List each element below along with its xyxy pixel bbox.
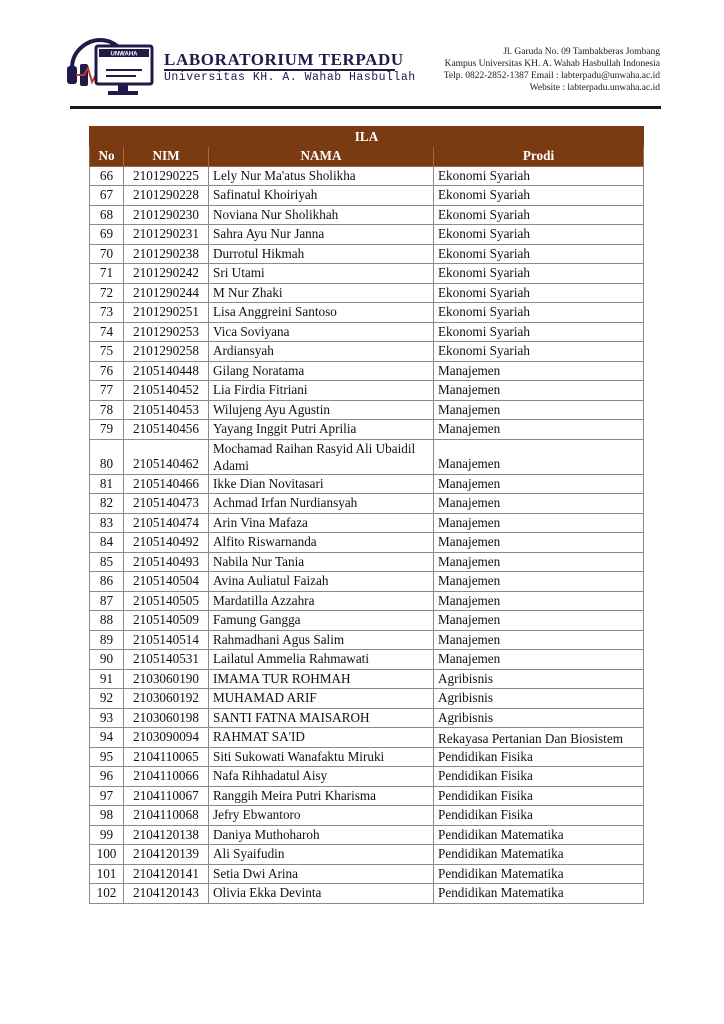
row-prodi: Ekonomi Syariah xyxy=(434,342,644,362)
table-row xyxy=(90,689,644,709)
row-no: 97 xyxy=(90,786,124,806)
table-row xyxy=(90,400,644,420)
row-prodi: Manajemen xyxy=(434,494,644,514)
table-row xyxy=(90,806,644,826)
row-nim: 2101290225 xyxy=(124,166,209,186)
row-nama: Lia Firdia Fitriani xyxy=(209,381,434,401)
table-row xyxy=(90,283,644,303)
row-nim: 2103060192 xyxy=(124,689,209,709)
row-nim: 2105140452 xyxy=(124,381,209,401)
headphones-monitor-logo-icon xyxy=(66,38,156,100)
row-prodi: Manajemen xyxy=(434,630,644,650)
row-no: 96 xyxy=(90,767,124,787)
table-row xyxy=(90,864,644,884)
row-nama: Sahra Ayu Nur Janna xyxy=(209,225,434,245)
row-prodi: Ekonomi Syariah xyxy=(434,264,644,284)
row-no: 102 xyxy=(90,884,124,904)
row-no: 66 xyxy=(90,166,124,186)
row-prodi: Manajemen xyxy=(434,420,644,440)
row-prodi: Agribisnis xyxy=(434,708,644,728)
table-row xyxy=(90,786,644,806)
table-row xyxy=(90,591,644,611)
row-prodi: Manajemen xyxy=(434,439,644,474)
row-no: 87 xyxy=(90,591,124,611)
row-no: 81 xyxy=(90,474,124,494)
row-no: 69 xyxy=(90,225,124,245)
row-nama: Mochamad Raihan Rasyid Ali Ubaidil Adami xyxy=(209,439,434,474)
column-header-prodi: Prodi xyxy=(434,147,644,167)
row-no: 67 xyxy=(90,186,124,206)
row-no: 86 xyxy=(90,572,124,592)
table-row xyxy=(90,845,644,865)
table-row xyxy=(90,611,644,631)
row-nama: Gilang Noratama xyxy=(209,361,434,381)
header-divider xyxy=(70,106,661,109)
row-no: 99 xyxy=(90,825,124,845)
row-nama: Sri Utami xyxy=(209,264,434,284)
row-prodi: Ekonomi Syariah xyxy=(434,205,644,225)
table-body xyxy=(90,166,644,903)
address-line: Website : labterpadu.unwaha.ac.id xyxy=(529,83,660,93)
table-row xyxy=(90,708,644,728)
row-nama: Alfito Riswarnanda xyxy=(209,533,434,553)
row-prodi: Agribisnis xyxy=(434,689,644,709)
row-nim: 2105140531 xyxy=(124,650,209,670)
letterhead xyxy=(0,0,724,115)
row-nama: Olivia Ekka Devinta xyxy=(209,884,434,904)
row-nim: 2105140509 xyxy=(124,611,209,631)
row-nim: 2105140474 xyxy=(124,513,209,533)
table-row xyxy=(90,650,644,670)
row-nim: 2101290244 xyxy=(124,283,209,303)
table-row xyxy=(90,264,644,284)
row-nim: 2105140453 xyxy=(124,400,209,420)
row-prodi: Manajemen xyxy=(434,591,644,611)
row-nim: 2105140466 xyxy=(124,474,209,494)
row-nama: Arin Vina Mafaza xyxy=(209,513,434,533)
table-row xyxy=(90,728,644,748)
row-nama: M Nur Zhaki xyxy=(209,283,434,303)
row-nama: Rahmadhani Agus Salim xyxy=(209,630,434,650)
row-prodi: Ekonomi Syariah xyxy=(434,322,644,342)
column-header-no: No xyxy=(90,147,124,167)
row-prodi: Manajemen xyxy=(434,381,644,401)
row-nim: 2104110066 xyxy=(124,767,209,787)
row-nim: 2101290228 xyxy=(124,186,209,206)
row-no: 85 xyxy=(90,552,124,572)
row-nim: 2103060198 xyxy=(124,708,209,728)
row-prodi: Pendidikan Matematika xyxy=(434,825,644,845)
student-table xyxy=(89,126,644,904)
table-row xyxy=(90,825,644,845)
row-no: 82 xyxy=(90,494,124,514)
table-row xyxy=(90,533,644,553)
address-block xyxy=(444,46,660,94)
row-no: 90 xyxy=(90,650,124,670)
table-banner-row xyxy=(90,127,644,147)
row-prodi: Manajemen xyxy=(434,474,644,494)
row-no: 79 xyxy=(90,420,124,440)
row-prodi: Manajemen xyxy=(434,552,644,572)
row-nim: 2101290238 xyxy=(124,244,209,264)
row-nama: Nabila Nur Tania xyxy=(209,552,434,572)
row-prodi: Pendidikan Fisika xyxy=(434,767,644,787)
row-prodi: Ekonomi Syariah xyxy=(434,225,644,245)
row-prodi: Agribisnis xyxy=(434,669,644,689)
row-nama: Mardatilla Azzahra xyxy=(209,591,434,611)
row-no: 80 xyxy=(90,439,124,474)
table-row xyxy=(90,361,644,381)
row-prodi: Pendidikan Matematika xyxy=(434,864,644,884)
table-row xyxy=(90,322,644,342)
table-row xyxy=(90,494,644,514)
table-row xyxy=(90,342,644,362)
row-nim: 2103090094 xyxy=(124,728,209,748)
row-nama: Nafa Rihhadatul Aisy xyxy=(209,767,434,787)
table-row xyxy=(90,381,644,401)
row-no: 73 xyxy=(90,303,124,323)
row-prodi: Ekonomi Syariah xyxy=(434,244,644,264)
table-row xyxy=(90,420,644,440)
row-nim: 2105140492 xyxy=(124,533,209,553)
row-prodi: Manajemen xyxy=(434,650,644,670)
row-nama: Achmad Irfan Nurdiansyah xyxy=(209,494,434,514)
table-row xyxy=(90,225,644,245)
row-nama: Famung Gangga xyxy=(209,611,434,631)
row-nama: Ranggih Meira Putri Kharisma xyxy=(209,786,434,806)
row-nama: Lely Nur Ma'atus Sholikha xyxy=(209,166,434,186)
row-prodi: Pendidikan Fisika xyxy=(434,786,644,806)
row-nama: Daniya Muthoharoh xyxy=(209,825,434,845)
row-nim: 2105140448 xyxy=(124,361,209,381)
row-no: 78 xyxy=(90,400,124,420)
table-row xyxy=(90,205,644,225)
row-prodi: Manajemen xyxy=(434,611,644,631)
row-nim: 2105140473 xyxy=(124,494,209,514)
brand-subtitle: Universitas KH. A. Wahab Hasbullah xyxy=(164,71,416,84)
row-prodi: Pendidikan Matematika xyxy=(434,845,644,865)
logo-text: UNWAHA xyxy=(110,51,138,58)
row-no: 101 xyxy=(90,864,124,884)
row-no: 77 xyxy=(90,381,124,401)
row-nim: 2105140493 xyxy=(124,552,209,572)
row-no: 89 xyxy=(90,630,124,650)
table-row xyxy=(90,474,644,494)
row-no: 71 xyxy=(90,264,124,284)
table-row xyxy=(90,303,644,323)
table-row xyxy=(90,439,644,474)
row-no: 75 xyxy=(90,342,124,362)
table-row xyxy=(90,552,644,572)
table-row xyxy=(90,513,644,533)
row-nama: Safinatul Khoiriyah xyxy=(209,186,434,206)
row-nim: 2105140462 xyxy=(124,439,209,474)
row-nim: 2104110067 xyxy=(124,786,209,806)
row-nama: RAHMAT SA'ID xyxy=(209,728,434,748)
row-no: 83 xyxy=(90,513,124,533)
row-no: 72 xyxy=(90,283,124,303)
row-nim: 2105140505 xyxy=(124,591,209,611)
row-nama: Lailatul Ammelia Rahmawati xyxy=(209,650,434,670)
row-nama: Setia Dwi Arina xyxy=(209,864,434,884)
row-nama: Ardiansyah xyxy=(209,342,434,362)
row-nim: 2104120139 xyxy=(124,845,209,865)
row-nim: 2101290258 xyxy=(124,342,209,362)
row-no: 84 xyxy=(90,533,124,553)
row-no: 88 xyxy=(90,611,124,631)
row-prodi: Ekonomi Syariah xyxy=(434,186,644,206)
row-nama: Durrotul Hikmah xyxy=(209,244,434,264)
table-row xyxy=(90,747,644,767)
row-nama: Yayang Inggit Putri Aprilia xyxy=(209,420,434,440)
row-nama: Avina Auliatul Faizah xyxy=(209,572,434,592)
row-nim: 2105140504 xyxy=(124,572,209,592)
table-banner: ILA xyxy=(90,127,644,147)
table-row xyxy=(90,166,644,186)
address-line: Jl. Garuda No. 09 Tambakberas Jombang xyxy=(503,47,660,57)
row-prodi: Pendidikan Matematika xyxy=(434,884,644,904)
row-nim: 2101290251 xyxy=(124,303,209,323)
row-nim: 2101290230 xyxy=(124,205,209,225)
row-prodi: Ekonomi Syariah xyxy=(434,283,644,303)
table-row xyxy=(90,767,644,787)
row-nama: Ikke Dian Novitasari xyxy=(209,474,434,494)
address-line: Telp. 0822-2852-1387 Email : labterpadu@unwaha.ac.id xyxy=(443,71,660,81)
table-row xyxy=(90,669,644,689)
table-row xyxy=(90,572,644,592)
row-prodi: Manajemen xyxy=(434,361,644,381)
row-prodi: Rekayasa Pertanian Dan Biosistem xyxy=(434,728,644,748)
row-nama: SANTI FATNA MAISAROH xyxy=(209,708,434,728)
row-nim: 2101290242 xyxy=(124,264,209,284)
row-no: 95 xyxy=(90,747,124,767)
row-nim: 2103060190 xyxy=(124,669,209,689)
table-header-row xyxy=(90,147,644,167)
row-nim: 2104110068 xyxy=(124,806,209,826)
row-no: 91 xyxy=(90,669,124,689)
row-nama: Jefry Ebwantoro xyxy=(209,806,434,826)
row-prodi: Manajemen xyxy=(434,400,644,420)
row-nama: Lisa Anggreini Santoso xyxy=(209,303,434,323)
table-row xyxy=(90,244,644,264)
row-nama: Siti Sukowati Wanafaktu Miruki xyxy=(209,747,434,767)
row-no: 68 xyxy=(90,205,124,225)
column-header-nama: NAMA xyxy=(209,147,434,167)
brand-title: LABORATORIUM TERPADU xyxy=(164,50,404,69)
row-prodi: Manajemen xyxy=(434,572,644,592)
row-prodi: Manajemen xyxy=(434,533,644,553)
row-nim: 2105140456 xyxy=(124,420,209,440)
column-header-nim: NIM xyxy=(124,147,209,167)
table-row xyxy=(90,884,644,904)
student-table-container xyxy=(89,126,643,904)
row-nama: Wilujeng Ayu Agustin xyxy=(209,400,434,420)
row-nama: MUHAMAD ARIF xyxy=(209,689,434,709)
row-no: 100 xyxy=(90,845,124,865)
row-nim: 2101290231 xyxy=(124,225,209,245)
table-row xyxy=(90,630,644,650)
row-no: 76 xyxy=(90,361,124,381)
row-nim: 2105140514 xyxy=(124,630,209,650)
row-no: 92 xyxy=(90,689,124,709)
row-prodi: Ekonomi Syariah xyxy=(434,303,644,323)
row-nim: 2104120141 xyxy=(124,864,209,884)
row-nim: 2104120143 xyxy=(124,884,209,904)
row-nama: IMAMA TUR ROHMAH xyxy=(209,669,434,689)
row-nama: Noviana Nur Sholikhah xyxy=(209,205,434,225)
row-prodi: Ekonomi Syariah xyxy=(434,166,644,186)
row-nim: 2101290253 xyxy=(124,322,209,342)
table-row xyxy=(90,186,644,206)
row-no: 93 xyxy=(90,708,124,728)
row-nim: 2104110065 xyxy=(124,747,209,767)
row-no: 74 xyxy=(90,322,124,342)
row-nama: Vica Soviyana xyxy=(209,322,434,342)
row-no: 94 xyxy=(90,728,124,748)
row-nama: Ali Syaifudin xyxy=(209,845,434,865)
row-prodi: Pendidikan Fisika xyxy=(434,747,644,767)
address-line: Kampus Universitas KH. A. Wahab Hasbullah Indonesia xyxy=(444,59,660,69)
row-prodi: Pendidikan Fisika xyxy=(434,806,644,826)
row-nim: 2104120138 xyxy=(124,825,209,845)
row-prodi: Manajemen xyxy=(434,513,644,533)
row-no: 98 xyxy=(90,806,124,826)
row-no: 70 xyxy=(90,244,124,264)
